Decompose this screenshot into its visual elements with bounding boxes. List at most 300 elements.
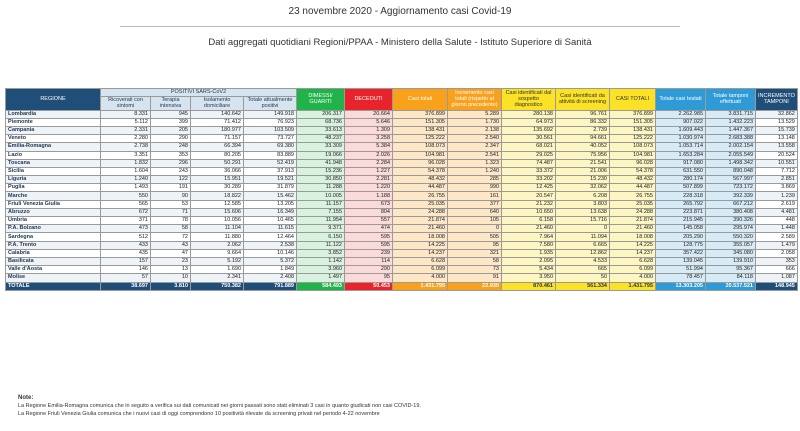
- total-cell: 3.810: [151, 282, 191, 290]
- column-header: INCREMENTO TAMPONI: [756, 89, 798, 111]
- table-cell: 14.225: [393, 241, 448, 249]
- table-cell: 917.080: [656, 159, 706, 167]
- table-cell: 206.317: [297, 110, 345, 118]
- table-cell: 2.341: [191, 274, 244, 282]
- table-cell: 30.289: [191, 184, 244, 192]
- table-cell: 631.550: [656, 167, 706, 175]
- table-cell: 191: [151, 184, 191, 192]
- table-cell: 57: [101, 274, 151, 282]
- table-cell: 2.138: [448, 126, 502, 134]
- table-cell: 16.349: [244, 208, 297, 216]
- table-cell: 6.158: [502, 217, 556, 225]
- table-cell: 10.551: [756, 159, 798, 167]
- table-cell: 3.831.715: [706, 110, 756, 118]
- table-cell: 2.331: [101, 126, 151, 134]
- table-cell: 353: [756, 257, 798, 265]
- table-cell: 2.619: [756, 200, 798, 208]
- table-cell: 2.538: [244, 241, 297, 249]
- table-cell: 205: [151, 126, 191, 134]
- region-name: Basilicata: [6, 257, 101, 265]
- region-name: Umbria: [6, 217, 101, 225]
- table-cell: 58: [151, 225, 191, 233]
- table-cell: 673: [345, 200, 393, 208]
- table-cell: 15.462: [244, 192, 297, 200]
- table-cell: 15.716: [556, 217, 610, 225]
- table-cell: 248: [151, 143, 191, 151]
- table-cell: 6.099: [393, 266, 448, 274]
- table-cell: 139.910: [706, 257, 756, 265]
- table-cell: 24.288: [393, 208, 448, 216]
- table-cell: 145.058: [656, 225, 706, 233]
- table-cell: 11.157: [297, 200, 345, 208]
- table-cell: 36.066: [191, 167, 244, 175]
- table-cell: 2.683.388: [706, 135, 756, 143]
- table-cell: 473: [101, 225, 151, 233]
- table-row: [6, 241, 798, 249]
- table-cell: 1.493: [101, 184, 151, 192]
- table-cell: 68.736: [297, 118, 345, 126]
- table-cell: 2.589: [756, 233, 798, 241]
- table-cell: 5.372: [244, 257, 297, 265]
- notes: [18, 394, 421, 418]
- table-cell: 96.028: [393, 159, 448, 167]
- table-cell: 2.738: [101, 143, 151, 151]
- table-cell: 2.058: [756, 249, 798, 257]
- table-cell: 125.222: [393, 135, 448, 143]
- table-row: [6, 118, 798, 126]
- table-cell: 1.479: [756, 241, 798, 249]
- region-name: Lombardia: [6, 110, 101, 118]
- region-name: Emilia-Romagna: [6, 143, 101, 151]
- table-cell: 2.739: [556, 126, 610, 134]
- table-cell: 945: [151, 110, 191, 118]
- table-cell: 5.646: [345, 118, 393, 126]
- total-cell: 22.930: [448, 282, 502, 290]
- positive-group-header: POSITIVI SARS-CoV2: [101, 89, 297, 97]
- table-cell: 33.613: [297, 126, 345, 134]
- table-cell: 6.208: [556, 192, 610, 200]
- table-cell: 32.062: [556, 184, 610, 192]
- table-cell: 672: [101, 208, 151, 216]
- table-cell: 7.580: [502, 241, 556, 249]
- table-cell: 2.347: [448, 143, 502, 151]
- region-name: Friuli Venezia Giulia: [6, 200, 101, 208]
- table-cell: 54.378: [610, 167, 656, 175]
- region-name: Molise: [6, 274, 101, 282]
- table-cell: 24.288: [610, 208, 656, 216]
- total-cell: 561.334: [556, 282, 610, 290]
- region-name: Abruzzo: [6, 208, 101, 216]
- table-cell: 139.045: [656, 257, 706, 265]
- table-cell: 1.604: [101, 167, 151, 175]
- table-cell: 1.188: [345, 192, 393, 200]
- table-cell: 3.869: [756, 184, 798, 192]
- table-cell: 52.419: [244, 159, 297, 167]
- table-cell: 9.664: [191, 249, 244, 257]
- title-divider: [120, 26, 680, 27]
- table-cell: 86.332: [556, 118, 610, 126]
- table-row: [6, 192, 798, 200]
- region-name: Campania: [6, 126, 101, 134]
- table-cell: 377: [448, 200, 502, 208]
- table-cell: 10.005: [297, 192, 345, 200]
- table-cell: 43: [151, 241, 191, 249]
- table-row: [6, 167, 798, 175]
- table-cell: 73: [448, 266, 502, 274]
- table-row: [6, 110, 798, 118]
- table-cell: 44.487: [393, 184, 448, 192]
- table-row: [6, 257, 798, 265]
- table-cell: 11.122: [297, 241, 345, 249]
- table-cell: 122: [151, 176, 191, 184]
- table-cell: 6.150: [297, 233, 345, 241]
- table-cell: 14.237: [393, 249, 448, 257]
- table-cell: 21.541: [556, 159, 610, 167]
- table-cell: 15.951: [191, 176, 244, 184]
- table-row: [6, 249, 798, 257]
- table-cell: 95: [345, 274, 393, 282]
- region-name: Lazio: [6, 151, 101, 159]
- table-cell: 19.066: [297, 151, 345, 159]
- total-cell: 38.697: [101, 282, 151, 290]
- table-row: [6, 266, 798, 274]
- table-cell: 135.692: [502, 126, 556, 134]
- table-cell: 18.008: [610, 233, 656, 241]
- table-cell: 128.775: [656, 241, 706, 249]
- table-cell: 12.464: [244, 233, 297, 241]
- table-cell: 205.290: [656, 233, 706, 241]
- table-cell: 21.460: [502, 225, 556, 233]
- table-cell: 474: [345, 225, 393, 233]
- table-cell: 595: [345, 233, 393, 241]
- table-cell: 2.055.549: [706, 151, 756, 159]
- table-cell: 1.690: [191, 266, 244, 274]
- table-cell: 371: [101, 217, 151, 225]
- table-row: [6, 151, 798, 159]
- table-cell: 2.540: [448, 135, 502, 143]
- page-subtitle: Dati aggregati quotidiani Regioni/PPAA - Ministero della Salute - Istituto Superiore di Sanità: [208, 37, 592, 48]
- total-cell: 1.431.795: [610, 282, 656, 290]
- table-cell: 0: [448, 225, 502, 233]
- table-cell: 66.394: [191, 143, 244, 151]
- table-cell: 13.638: [556, 208, 610, 216]
- table-cell: 13.148: [756, 135, 798, 143]
- column-header: CASI TOTALI: [610, 89, 656, 111]
- total-cell: 750.382: [191, 282, 244, 290]
- table-cell: 2.026: [345, 151, 393, 159]
- table-cell: 1.498.342: [706, 159, 756, 167]
- table-cell: 37.913: [244, 167, 297, 175]
- table-cell: 355.057: [706, 241, 756, 249]
- table-cell: 180.977: [191, 126, 244, 134]
- table-cell: 243: [151, 167, 191, 175]
- table-row: [6, 200, 798, 208]
- table-cell: 4.000: [610, 274, 656, 282]
- table-cell: 104.981: [610, 151, 656, 159]
- table-cell: 295.974: [706, 225, 756, 233]
- table-cell: 33.202: [502, 176, 556, 184]
- table-cell: 10.650: [502, 208, 556, 216]
- table-cell: 20.524: [756, 151, 798, 159]
- table-cell: 78: [151, 217, 191, 225]
- table-cell: 353: [151, 151, 191, 159]
- table-cell: 6.665: [556, 241, 610, 249]
- table-cell: 390.326: [706, 217, 756, 225]
- region-name: Sicilia: [6, 167, 101, 175]
- table-cell: 565: [101, 200, 151, 208]
- table-cell: 595: [345, 241, 393, 249]
- page-title: 23 novembre 2020 - Aggiornamento casi Covid-19: [288, 6, 512, 17]
- table-cell: 5.112: [101, 118, 151, 126]
- table-body: [6, 110, 798, 290]
- table-cell: 12.425: [502, 184, 556, 192]
- table-cell: 20.547: [502, 192, 556, 200]
- table-cell: 3.803: [556, 200, 610, 208]
- table-cell: 7.155: [297, 208, 345, 216]
- table-cell: 15.606: [191, 208, 244, 216]
- table-cell: 84.118: [706, 274, 756, 282]
- table-cell: 48.432: [610, 176, 656, 184]
- table-cell: 1.087: [756, 274, 798, 282]
- table-cell: 6.099: [610, 266, 656, 274]
- table-cell: 280.174: [656, 176, 706, 184]
- table-cell: 96.028: [610, 159, 656, 167]
- table-cell: 71.157: [191, 135, 244, 143]
- table-cell: 3.852: [297, 249, 345, 257]
- table-cell: 1.849: [244, 266, 297, 274]
- column-header: Totale tamponi effettuati: [706, 89, 756, 111]
- table-row: [6, 225, 798, 233]
- table-cell: 74.487: [502, 159, 556, 167]
- table-cell: 290: [151, 135, 191, 143]
- table-cell: 14.225: [610, 241, 656, 249]
- table-cell: 108.073: [393, 143, 448, 151]
- table-cell: 41.948: [297, 159, 345, 167]
- table-cell: 26.755: [393, 192, 448, 200]
- table-cell: 10.146: [244, 249, 297, 257]
- table-cell: 1.240: [101, 176, 151, 184]
- table-row: [6, 217, 798, 225]
- table-cell: 550: [101, 192, 151, 200]
- table-cell: 12.862: [556, 249, 610, 257]
- table-cell: 1.653.284: [656, 151, 706, 159]
- table-cell: 1.053.714: [656, 143, 706, 151]
- table-cell: 380.408: [706, 208, 756, 216]
- table-cell: 26.755: [610, 192, 656, 200]
- table-cell: 69.380: [244, 143, 297, 151]
- table-cell: 2.541: [448, 151, 502, 159]
- table-cell: 1.142: [297, 257, 345, 265]
- table-cell: 108.073: [610, 143, 656, 151]
- table-cell: 4.533: [556, 257, 610, 265]
- table-cell: 3.351: [101, 151, 151, 159]
- table-cell: 13.205: [244, 200, 297, 208]
- table-cell: 2.262.985: [656, 110, 706, 118]
- table-cell: 14.237: [610, 249, 656, 257]
- table-cell: 6.628: [393, 257, 448, 265]
- table-cell: 157: [101, 257, 151, 265]
- region-name: Marche: [6, 192, 101, 200]
- table-cell: 1.239: [756, 192, 798, 200]
- table-cell: 1.030.974: [656, 135, 706, 143]
- table-cell: 1.832: [101, 159, 151, 167]
- table-cell: 13.529: [756, 118, 798, 126]
- table-row: [6, 143, 798, 151]
- table-cell: 51.994: [656, 266, 706, 274]
- table-cell: 665: [556, 266, 610, 274]
- table-cell: 265.792: [656, 200, 706, 208]
- table-row: [6, 233, 798, 241]
- table-cell: 19.521: [244, 176, 297, 184]
- table-cell: 1.227: [345, 167, 393, 175]
- table-cell: 890.048: [706, 167, 756, 175]
- table-cell: 47: [151, 249, 191, 257]
- table-cell: 2.284: [345, 159, 393, 167]
- table-cell: 138.431: [610, 126, 656, 134]
- table-cell: 13.558: [756, 143, 798, 151]
- table-cell: 567.997: [706, 176, 756, 184]
- table-cell: 1.730: [448, 118, 502, 126]
- table-cell: 5.289: [448, 110, 502, 118]
- table-cell: 21.006: [556, 167, 610, 175]
- table-cell: 666: [756, 266, 798, 274]
- table-cell: 114: [345, 257, 393, 265]
- column-header: Totale attualmente positivi: [244, 97, 297, 110]
- table-cell: 25.035: [610, 200, 656, 208]
- table-cell: 11.094: [556, 233, 610, 241]
- note-line: La Regione Emilia-Romagna comunica che in seguito a verifica sui dati comunicati nei giorni passati sono stati eliminati 3 casi in quanto giudicati non casi COVID-19.: [18, 403, 421, 409]
- table-cell: 399: [151, 118, 191, 126]
- table-cell: 11.288: [297, 184, 345, 192]
- table-cell: 667.212: [706, 200, 756, 208]
- table-cell: 11.954: [297, 217, 345, 225]
- table-cell: 15.230: [556, 176, 610, 184]
- table-cell: 91: [448, 274, 502, 282]
- table-cell: 68.021: [502, 143, 556, 151]
- table-cell: 8.331: [101, 110, 151, 118]
- table-cell: 296: [151, 159, 191, 167]
- table-cell: 290: [345, 266, 393, 274]
- table-cell: 505: [448, 233, 502, 241]
- table-cell: 33.309: [297, 143, 345, 151]
- table-cell: 4.481: [756, 208, 798, 216]
- table-cell: 18.008: [393, 233, 448, 241]
- table-cell: 321: [448, 249, 502, 257]
- table-cell: 1.432.223: [706, 118, 756, 126]
- region-name: Piemonte: [6, 118, 101, 126]
- column-header: Terapia intensiva: [151, 97, 191, 110]
- table-cell: 1.323: [448, 159, 502, 167]
- table-row: [6, 274, 798, 282]
- table-cell: 21.460: [610, 225, 656, 233]
- table-cell: 1.447.367: [706, 126, 756, 134]
- table-cell: 18.822: [191, 192, 244, 200]
- table-cell: 2.280: [101, 135, 151, 143]
- table-cell: 512: [101, 233, 151, 241]
- table-cell: 50.291: [191, 159, 244, 167]
- table-cell: 50: [556, 274, 610, 282]
- table-cell: 15.739: [756, 126, 798, 134]
- table-row: [6, 176, 798, 184]
- table-cell: 7.712: [756, 167, 798, 175]
- table-cell: 2.002.154: [706, 143, 756, 151]
- table-cell: 3.950: [502, 274, 556, 282]
- table-cell: 90: [151, 192, 191, 200]
- table-cell: 94.661: [556, 135, 610, 143]
- table-cell: 6.628: [610, 257, 656, 265]
- table-cell: 2.408: [244, 274, 297, 282]
- note-line: La Regione Friuli Venezia Giulia comunica che i nuovi casi di oggi comprendono 10 positività rilevate da screening privati nel periodo 4-22 novembre: [18, 411, 380, 417]
- table-cell: 25.035: [393, 200, 448, 208]
- table-cell: 0: [556, 225, 610, 233]
- column-header: Isolamento domiciliare: [191, 97, 244, 110]
- table-cell: 10: [151, 274, 191, 282]
- table-cell: 10.465: [244, 217, 297, 225]
- table-row: [6, 126, 798, 134]
- table-cell: 239: [345, 249, 393, 257]
- table-cell: 376.899: [393, 110, 448, 118]
- table-cell: 58: [448, 257, 502, 265]
- table-cell: 1.220: [345, 184, 393, 192]
- table-cell: 723.172: [706, 184, 756, 192]
- table-cell: 1.497: [297, 274, 345, 282]
- region-name: Puglia: [6, 184, 101, 192]
- table-cell: 161: [448, 192, 502, 200]
- table-cell: 11.615: [244, 225, 297, 233]
- table-cell: 146: [101, 266, 151, 274]
- region-name: Liguria: [6, 176, 101, 184]
- table-cell: 30.850: [297, 176, 345, 184]
- table-cell: 23: [151, 257, 191, 265]
- total-row: [6, 282, 798, 290]
- table-cell: 5.384: [345, 143, 393, 151]
- table-cell: 149.918: [244, 110, 297, 118]
- table-cell: 345.080: [706, 249, 756, 257]
- table-cell: 105: [448, 217, 502, 225]
- table-cell: 32.862: [756, 110, 798, 118]
- table-cell: 448: [756, 217, 798, 225]
- table-cell: 5.434: [502, 266, 556, 274]
- table-cell: 138.431: [393, 126, 448, 134]
- column-header: Casi identificati dal sospetto diagnostico: [502, 89, 556, 111]
- table-cell: 990: [448, 184, 502, 192]
- table-cell: 103.509: [244, 126, 297, 134]
- table-cell: 640: [448, 208, 502, 216]
- region-name: Sardegna: [6, 233, 101, 241]
- total-cell: 50.453: [345, 282, 393, 290]
- region-name: P.A. Trento: [6, 241, 101, 249]
- table-cell: 4.000: [393, 274, 448, 282]
- column-header: DIMESSI/ GUARITI: [297, 89, 345, 111]
- table-cell: 125.222: [610, 135, 656, 143]
- total-cell: 584.493: [297, 282, 345, 290]
- table-cell: 11.104: [191, 225, 244, 233]
- table-cell: 151.305: [610, 118, 656, 126]
- table-cell: 15.236: [297, 167, 345, 175]
- column-header: Ricoverati con sintomi: [101, 97, 151, 110]
- table-cell: 223.871: [656, 208, 706, 216]
- table-cell: 21.874: [610, 217, 656, 225]
- table-cell: 151.305: [393, 118, 448, 126]
- table-cell: 73.727: [244, 135, 297, 143]
- table-cell: 95.367: [706, 266, 756, 274]
- notes-heading: Note:: [18, 395, 34, 401]
- table-cell: 285: [448, 176, 502, 184]
- table-row: [6, 135, 798, 143]
- table-cell: 40.052: [556, 143, 610, 151]
- table-cell: 2.095: [502, 257, 556, 265]
- total-cell: 13.303.205: [656, 282, 706, 290]
